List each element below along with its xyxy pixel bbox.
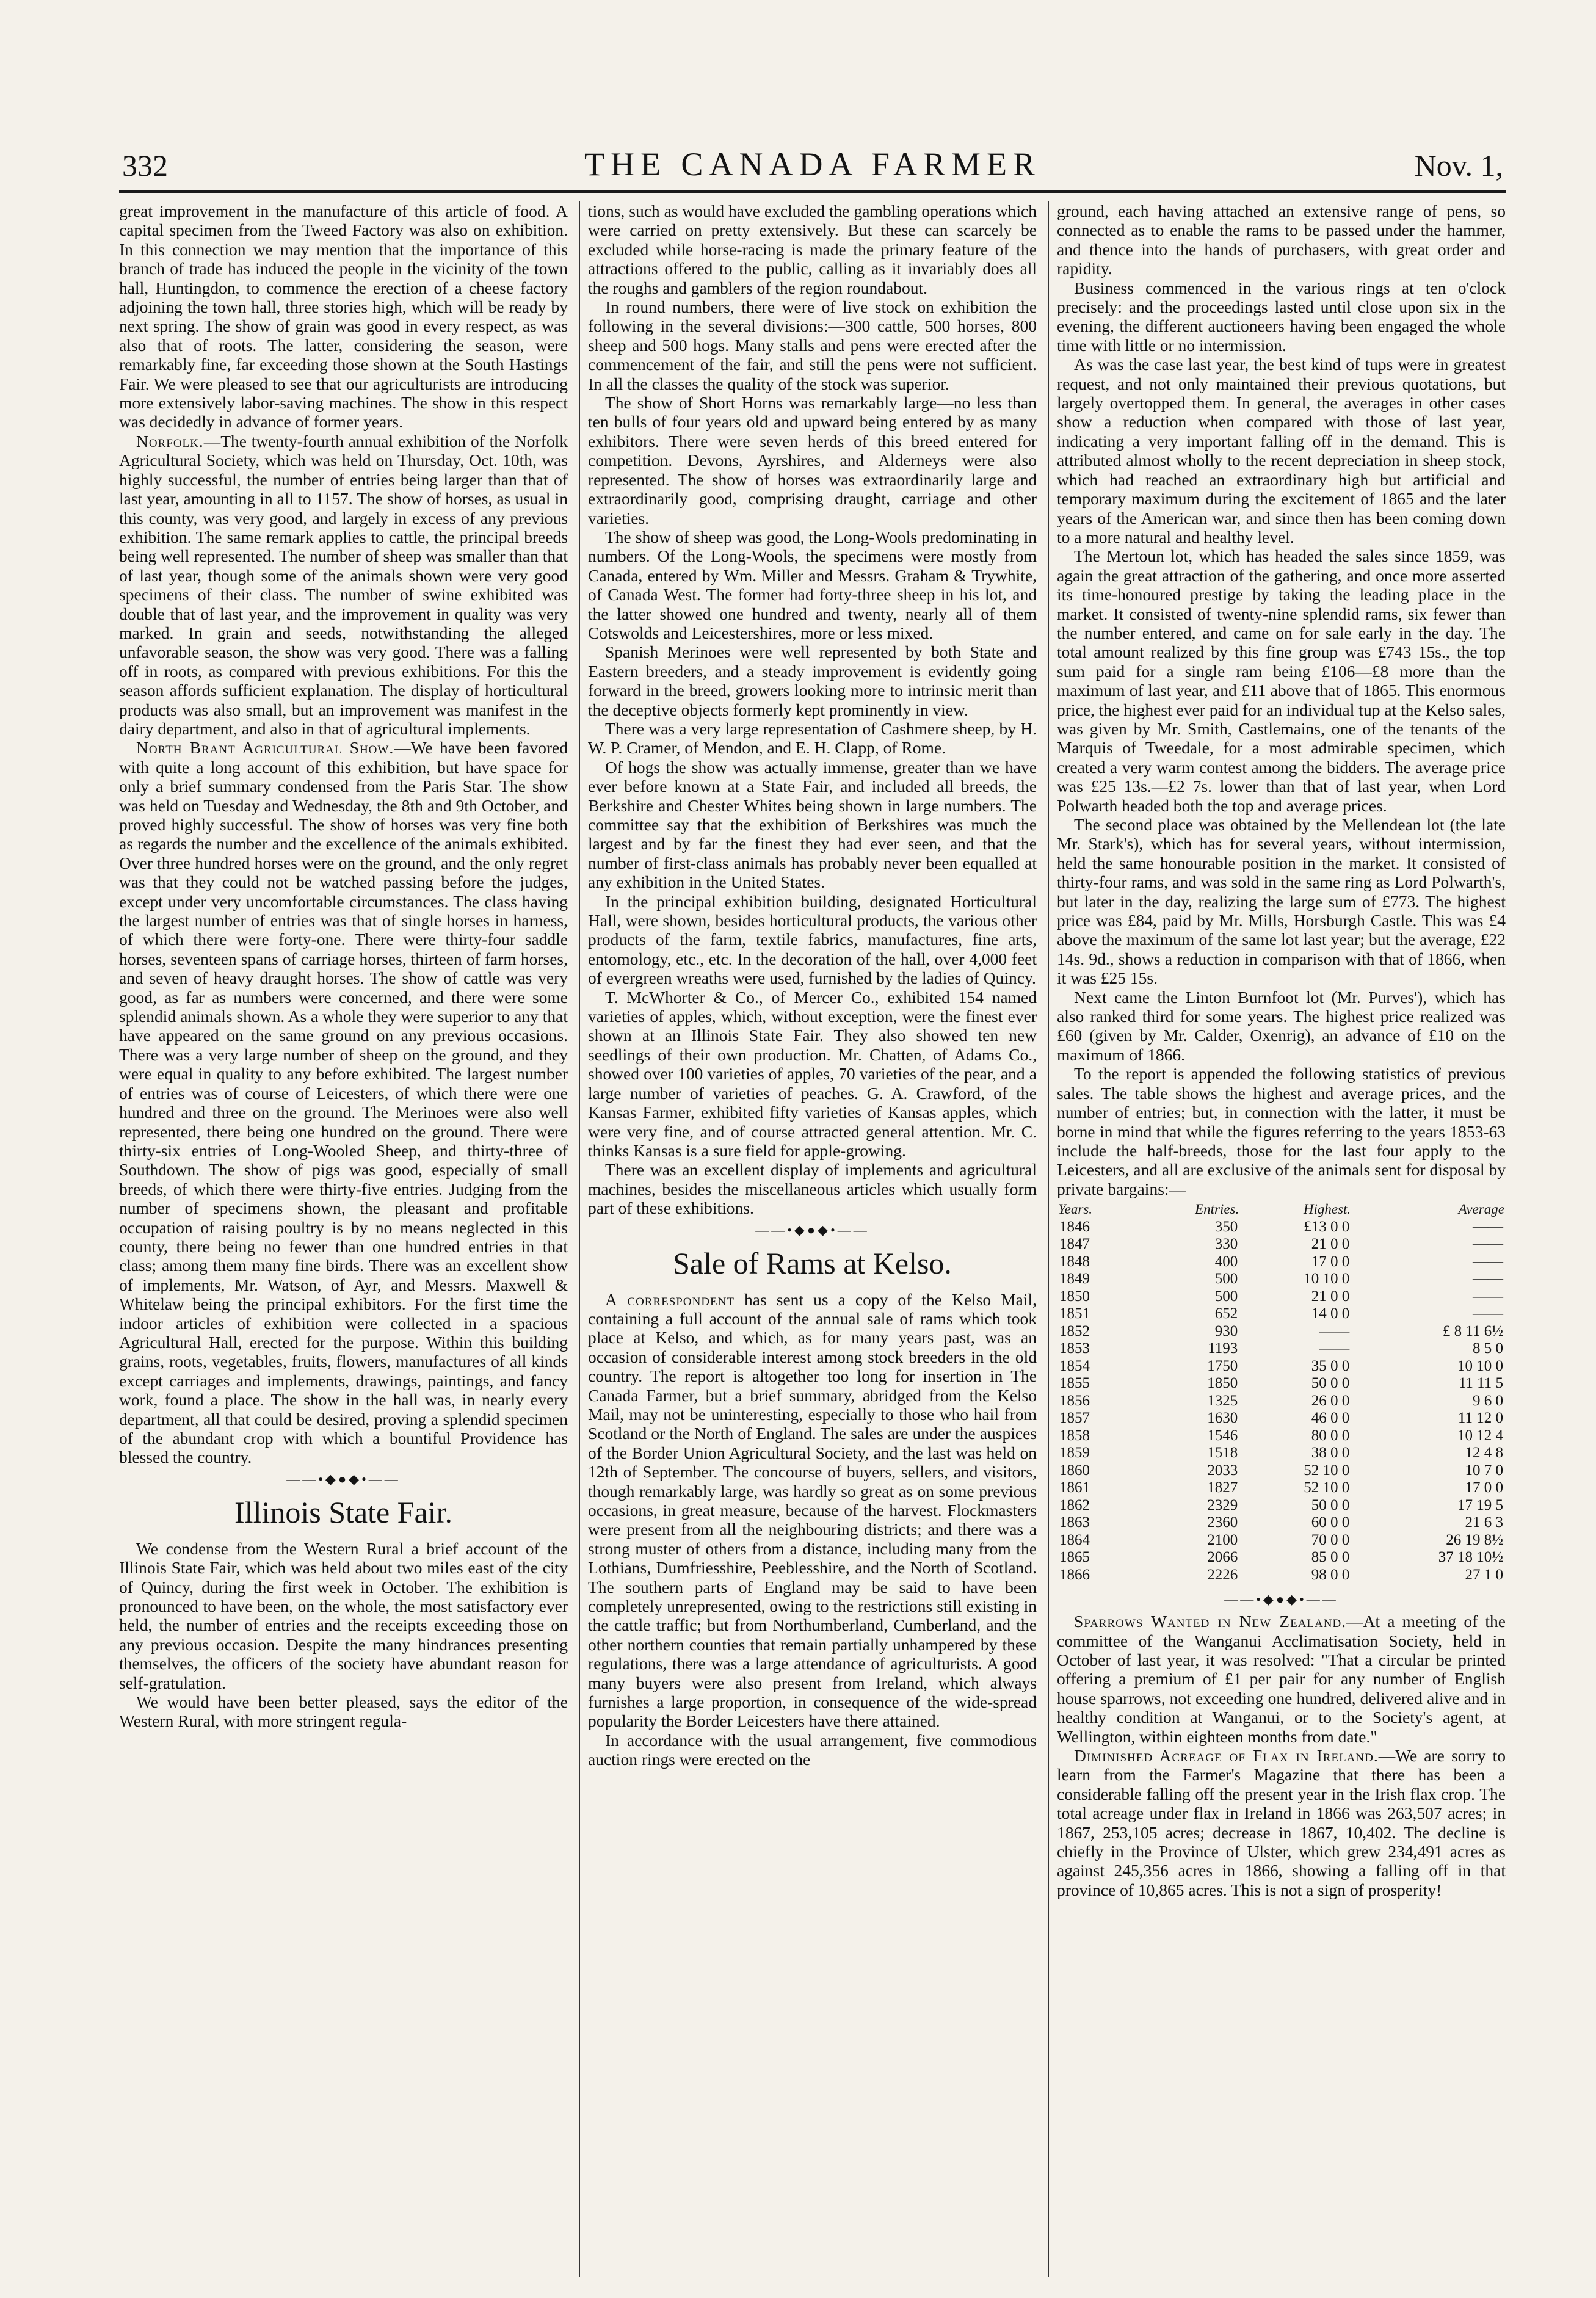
table-row (1057, 1514, 1506, 1532)
paragraph: In accordance with the usual arrangement, five commodious auction rings were erected on the (588, 1730, 1037, 1769)
paragraph: There was a very large representation of Cashmere sheep, by H. W. P. Cramer, of Mendon, and E. H. Clapp, of Rome. (588, 719, 1037, 758)
table-cell: 10 12 4 (1457, 1427, 1503, 1444)
table-cell: 21 0 0 (1311, 1288, 1350, 1305)
table-cell: 2360 (1207, 1514, 1238, 1531)
table-cell: 500 (1214, 1288, 1238, 1305)
table-cell: 1846 (1059, 1218, 1090, 1235)
table-row (1057, 1497, 1506, 1515)
table-body (1057, 1219, 1506, 1584)
ram-sales-table (1057, 1201, 1506, 1584)
table-row (1057, 1393, 1506, 1410)
table-cell: 26 0 0 (1311, 1392, 1350, 1409)
table-cell: 2100 (1207, 1531, 1238, 1548)
table-cell: 14 0 0 (1311, 1305, 1350, 1322)
table-row (1057, 1462, 1506, 1480)
table-cell: 17 0 0 (1465, 1479, 1503, 1496)
table-row (1057, 1444, 1506, 1462)
table-row (1057, 1270, 1506, 1288)
table-cell: 60 0 0 (1311, 1514, 1350, 1531)
column-3 (1057, 201, 1506, 2283)
table-row (1057, 1549, 1506, 1567)
table-row (1057, 1288, 1506, 1306)
page-header (122, 142, 1503, 184)
table-cell: 1848 (1059, 1253, 1090, 1270)
paragraph: In the principal exhibition building, designated Horticultural Hall, were shown, besides horticultural products, the various other products of the farm, textile fabrics, manufactures, fine arts, entomology, etc., etc. In the decoration of the hall, over 4,000 feet of evergreen wreaths were used, furnished by the ladies of Quincy. (588, 891, 1037, 988)
table-cell: 1863 (1059, 1514, 1090, 1531)
table-cell: 1827 (1207, 1479, 1238, 1496)
paragraph: Of hogs the show was actually immense, greater than we have ever before known at a State Fair, and included all breeds, the Berkshire and Chester Whites being shown in large numbers. The committee say that the exhibition of Berkshires was much the largest and by far the finest they had ever seen, and that the number of first-class animals has probably never been equalled at any exhibition in the United States. (588, 757, 1037, 892)
column-header: Highest. (1303, 1202, 1351, 1217)
table-cell: —— (1473, 1305, 1503, 1322)
table-cell: 9 6 0 (1473, 1392, 1503, 1409)
paragraph: great improvement in the manufacture of this article of food. A capital specimen from the Tweed Factory was also on exhibition. In this connection we may mention that the importance of this branch of trade has induced the people in the vicinity of the town hall, Huntingdon, to commence the erection of a cheese factory adjoining the town hall, three stories high, which will be ready by next spring. The show of grain was good in every respect, as was also that of roots. The latter, considering the season, were remarkably fine, far exceeding those shown at the South Hastings Fair. We were pleased to see that our agriculturists are introducing more extensively labor-saving machines. The show in this respect was decidedly in advance of former years. (119, 201, 568, 432)
paragraph: Next came the Linton Burnfoot lot (Mr. Purves'), which has also ranked third for some years. The highest price realized was £60 (given by Mr. Calder, Oxenrig), an advance of £10 on the maximum of 1866. (1057, 987, 1506, 1064)
table-cell: 2066 (1207, 1549, 1238, 1566)
table-header-row (1057, 1201, 1506, 1219)
paragraph-body: —We are sorry to learn from the Farmer's Magazine that there has been a considerable falling off the present year in the Irish flax crop. The total acreage under flax in Ireland in 1866 was 263,507 acres; in 1867, 253,105 acres; decrease in 1867, 10,402. The decline is chiefly in the Province of Ulster, which grew 234,491 acres as against 245,356 acres in 1866, showing a falling off in that province of 10,865 acres. This is not a sign of prosperity! (1057, 1745, 1506, 1899)
table-cell: 52 10 0 (1304, 1479, 1350, 1496)
paragraph: ground, each having attached an extensive range of pens, so connected as to enable the rams to be passed under the hammer, and thence into the hands of purchasers, with great order and rapidity. (1057, 201, 1506, 278)
table-cell: 1853 (1059, 1340, 1090, 1357)
column-1 (119, 201, 568, 2283)
masthead-title: THE CANADA FARMER (584, 146, 1042, 183)
table-cell: 52 10 0 (1304, 1462, 1350, 1479)
paragraph: Business commenced in the various rings at ten o'clock precisely: and the proceedings lasted until close upon six in the evening, the different auctioneers having been engaged the whole time with little or no intermission. (1057, 278, 1506, 355)
section-ornament: ——•◆●◆•—— (755, 1222, 869, 1238)
table-cell: 2033 (1207, 1462, 1238, 1479)
paragraph-body: —The twenty-fourth annual exhibition of the Norfolk Agricultural Society, which was held on Thursday, Oct. 10th, was highly successful, the number of entries being larger than that of last year, amounting in all to 1157. The show of horses, as usual in this county, was very good, and largely in excess of any previous exhibition. The same remark applies to cattle, the principal breeds being well represented. The number of sheep was smaller than that of last year, though some of the animals shown were very good specimens of their class. The number of swine exhibited was double that of last year, and the improvement in quality was very marked. In grain and seeds, notwithstanding the alleged unfavorable season, the show was very good. There was a falling off in roots, as compared with previous exhibitions. For this the season affords sufficient explanation. The display of horticultural products was also small, but an improvement was manifest in the dairy department, and also in that of agricultural implements. (119, 431, 568, 738)
table-cell: 70 0 0 (1311, 1531, 1350, 1548)
paragraph (588, 1290, 1037, 1731)
table-cell: 37 18 10½ (1438, 1549, 1503, 1566)
table-cell: 21 6 3 (1465, 1514, 1503, 1531)
paragraph-lead: Sparrows Wanted in New Zealand. (1074, 1612, 1347, 1631)
table-cell: 1858 (1059, 1427, 1090, 1444)
table-cell: 1865 (1059, 1549, 1090, 1566)
table-cell: 10 7 0 (1465, 1462, 1503, 1479)
table-cell: 50 0 0 (1311, 1496, 1350, 1513)
table-cell: 1850 (1207, 1375, 1238, 1392)
table-cell: 98 0 0 (1311, 1566, 1350, 1583)
table-row (1057, 1219, 1506, 1236)
table-cell: 1859 (1059, 1444, 1090, 1462)
paragraph: We condense from the Western Rural a brief account of the Illinois State Fair, which was held about two miles east of the city of Quincy, during the first week in October. The exhibition is pronounced to have been, on the whole, the most satisfactory ever held, the number of entries and the receipts exceeding those on any previous occasion. Despite the many hindrances presenting themselves, the officers of the society have abundant reason for self-gratulation. (119, 1539, 568, 1692)
table-cell: 1864 (1059, 1531, 1090, 1548)
paragraph (1057, 1612, 1506, 1746)
paragraph-lead: A correspondent (605, 1289, 735, 1309)
table-cell: —— (1473, 1270, 1503, 1288)
table-row (1057, 1323, 1506, 1341)
table-cell: 1856 (1059, 1392, 1090, 1409)
table-cell: £ 8 11 6½ (1442, 1322, 1503, 1339)
table-row (1057, 1305, 1506, 1323)
paragraph (119, 432, 568, 739)
table-cell: 80 0 0 (1311, 1427, 1350, 1444)
table-cell: 1850 (1059, 1288, 1090, 1305)
column-divider (1048, 201, 1049, 2277)
table-cell: —— (1319, 1322, 1350, 1339)
table-cell: —— (1473, 1253, 1503, 1270)
table-cell: 2226 (1207, 1566, 1238, 1583)
paragraph-body: —We have been favored with quite a long account of this exhibition, but have space for only a brief summary condensed from the Paris Star. The show was held on Tuesday and Wednesday, the 8th and 9th October, and proved highly successful. The show of horses was very fine both as regards the number and the excellence of the animals exhibited. Over three hundred horses were on the ground, and the only regret was that they could not be watched passing before the judges, except under very uncomfortable circumstances. The class having the largest number of entries was that of single horses in harness, of which there were forty-one. There were thirty-four saddle horses, seventeen spans of carriage horses, thirteen of farm horses, and seven of heavy draught horses. The show of cattle was very good, as far as numbers were concerned, and there were some splendid animals shown. As a whole they were superior to any that have appeared on the same ground on any previous occasions. There was a very large number of sheep on the ground, and they were equal in quality to any before exhibited. The largest number of entries was of course of Leicesters, of which there were one hundred and three on the ground. The Merinoes were also well represented, there being one hundred on the ground. There were thirty-six entries of Long-Wooled Sheep, and thirty-three of Southdown. The show of pigs was good, especially of small breeds, of which there were thirty-five entries. Judging from the number of specimens shown, the pleasant and profitable occupation of raising poultry is by no means neglected in this county, there being no fewer than one hundred entries in that class; among them many fine birds. There was an excellent show of implements, Mr. Watson, of Ayr, and Messrs. Maxwell & Whitelaw being the principal exhibitors. For the first time the indoor articles of exhibition were collected in a spacious Agricultural Hall, erected for the purpose. Within this building grains, roots, vegetables, fruits, flowers, manufactures of all kinds except carriages and implements, drawings, paintings, and fancy work, found a place. The show in the hall was, in nearly every department, all that could be desired, proving a splendid specimen of the abundant crop with which a bountiful Providence has blessed the country. (119, 738, 568, 1467)
paragraph-lead: North Brant Agricultural Show. (136, 738, 394, 758)
table-cell: 1861 (1059, 1479, 1090, 1496)
header-rule (119, 190, 1506, 193)
paragraph-lead: Diminished Acreage of Flax in Ireland. (1074, 1745, 1379, 1765)
table-cell: 10 10 0 (1457, 1357, 1503, 1374)
table-cell: 1857 (1059, 1410, 1090, 1427)
section-heading: Sale of Rams at Kelso. (673, 1245, 952, 1280)
table-row (1057, 1253, 1506, 1271)
paragraph: We would have been better pleased, says the editor of the Western Rural, with more stringent regula- (119, 1692, 568, 1731)
table-cell: 11 11 5 (1458, 1375, 1503, 1392)
table-cell: 1325 (1207, 1392, 1238, 1409)
table-cell: 1630 (1207, 1410, 1238, 1427)
table-cell: 38 0 0 (1311, 1444, 1350, 1462)
table-cell: 1851 (1059, 1305, 1090, 1322)
table-row (1057, 1410, 1506, 1427)
column-header: Average (1458, 1202, 1504, 1217)
table-cell: 400 (1214, 1253, 1238, 1270)
table-cell: 930 (1214, 1322, 1238, 1339)
table-row (1057, 1567, 1506, 1584)
paragraph: In round numbers, there were of live stock on exhibition the following in the several divisions:—300 cattle, 500 horses, 800 sheep and 500 hogs. Many stalls and pens were erected after the commencement of the fair, and still the pens were not sufficient. In all the classes the quality of the stock was superior. (588, 297, 1037, 393)
table-cell: 17 19 5 (1457, 1496, 1503, 1513)
section-ornament: ——•◆●◆•—— (286, 1471, 401, 1487)
paragraph: tions, such as would have excluded the gambling operations which were carried on pretty extensively. But these can scarcely be excluded while horse-racing is made the primary feature of the attractions offered to the public, calling as it invariably does all the roughs and gamblers of the region roundabout. (588, 201, 1037, 297)
table-cell: 1546 (1207, 1427, 1238, 1444)
table-cell: —— (1319, 1340, 1350, 1357)
table-row (1057, 1375, 1506, 1393)
table-cell: 1852 (1059, 1322, 1090, 1339)
table-cell: 46 0 0 (1311, 1410, 1350, 1427)
paragraph: The Mertoun lot, which has headed the sales since 1859, was again the great attraction of the gathering, and once more asserted its time-honoured prestige by taking the leading place in the market. It consisted of twenty-nine splendid rams, six fewer than the number entered, and came on for sale early in the day. The total amount realized by this fine group was £743 15s., the top sum paid for a single ram being £106—£8 more than the maximum of last year, and £11 above that of 1865. This enormous price, the highest ever paid for an individual tup at the Kelso sales, was given by Mr. Smith, Castlemains, one of the tenants of the Marquis of Tweedale, for a most admirable specimen, which created a very warm contest among the bidders. The average price was £25 13s.—£2 7s. lower than that of last year, when Lord Polwarth headed both the top and average prices. (1057, 546, 1506, 815)
table-row (1057, 1427, 1506, 1445)
table-cell: £13 0 0 (1304, 1218, 1350, 1235)
table-cell: —— (1473, 1218, 1503, 1235)
table-cell: 17 0 0 (1311, 1253, 1350, 1270)
table-cell: 1860 (1059, 1462, 1090, 1479)
table-cell: 85 0 0 (1311, 1549, 1350, 1566)
page-number: 332 (122, 148, 168, 183)
column-header: Entries. (1195, 1202, 1239, 1217)
table-row (1057, 1532, 1506, 1550)
table-cell: 1849 (1059, 1270, 1090, 1288)
table-row (1057, 1479, 1506, 1497)
paragraph-lead: Norfolk. (136, 431, 204, 451)
paragraph: As was the case last year, the best kind of tups were in greatest request, and not only maintained their previous quotations, but largely overtopped them. In general, the averages in other cases show a reduction when compared with those of last year, indicating a very important falling off in the demand. This is attributed almost wholly to the recent depreciation in sheep stock, which had reached an extraordinary high but artificial and temporary maximum during the excitement of 1865 and the later years of the American war, and since then has been coming down to a more natural and healthy level. (1057, 355, 1506, 546)
paragraph (119, 738, 568, 1466)
column-header: Years. (1058, 1202, 1093, 1217)
table-cell: 500 (1214, 1270, 1238, 1288)
table-cell: 1855 (1059, 1375, 1090, 1392)
table-cell: 1750 (1207, 1357, 1238, 1374)
table-cell: 12 4 8 (1465, 1444, 1503, 1462)
table-cell: 8 5 0 (1473, 1340, 1503, 1357)
table-cell: 11 12 0 (1457, 1410, 1503, 1427)
table-cell: 21 0 0 (1311, 1236, 1350, 1253)
paragraph-body: has sent us a copy of the Kelso Mail, containing a full account of the annual sale of rams which took place at Kelso, and which, as for many years past, was an occasion of considerable interest among stock breeders in the old country. The report is altogether too long for insertion in The Canada Farmer, but a brief summary, abridged from the Kelso Mail, may not be uninteresting, especially to those who hail from Scotland or the North of England. The sales are under the auspices of the Border Union Agricultural Society, and the last was held on 12th of September. The concourse of buyers, sellers, and visitors, though remarkably large, was hardly so great as on some previous occasions, in great measure, because of the harvest. Flockmasters were present from all the neighbouring districts; and there was a strong muster of others from a distance, including many from the Lothians, Dumfriesshire, Peeblesshire, and the North of Scotland. The southern parts of England may be said to have been completely unrepresented, owing to the restrictions still existing in the cattle traffic; but from Northumberland, Cumberland, and the other northern counties that remain partially unhampered by these regulations, there was a large attendance of agriculturists. A good many buyers were also present from Ireland, which always furnishes a large proportion, in consequence of the wide-spread popularity the Border Leicesters have there attained. (588, 1289, 1037, 1731)
table-cell: 652 (1214, 1305, 1238, 1322)
paragraph: To the report is appended the following statistics of previous sales. The table shows the highest and average prices, and the number of entries; but, in connection with the latter, it must be borne in mind that while the figures referring to the years 1853-63 include the half-breeds, those for the last four apply to the Leicesters, and all are exclusive of the animals sent for disposal by private bargains:— (1057, 1064, 1506, 1198)
paragraph-body: —At a meeting of the committee of the Wanganui Acclimatisation Society, held in October of last year, it was resolved: "That a circular be printed offering a premium of £1 per pair for any number of English house sparrows, not exceeding one hundred, delivered alive and in healthy condition at Wanganui, or to the Society's agent, at Wellington, within eighteen months from date." (1057, 1612, 1506, 1746)
table-cell: 350 (1214, 1218, 1238, 1235)
table-cell: 2329 (1207, 1496, 1238, 1513)
table-row (1057, 1358, 1506, 1376)
paragraph: Spanish Merinoes were well represented by both State and Eastern breeders, and a steady improvement is evidently going forward in the breed, growers looking more to intrinsic merit than the deceptive objects formerly kept prominently in view. (588, 642, 1037, 719)
table-cell: 1518 (1207, 1444, 1238, 1462)
section-ornament: ——•◆●◆•—— (1224, 1592, 1338, 1608)
paragraph: There was an excellent display of implements and agricultural machines, besides the miscellaneous articles which usually form part of these exhibitions. (588, 1160, 1037, 1218)
table-cell: 1866 (1059, 1566, 1090, 1583)
table-cell: 27 1 0 (1465, 1566, 1503, 1583)
issue-date: Nov. 1, (1414, 148, 1503, 183)
table-cell: 26 19 8½ (1446, 1531, 1503, 1548)
table-cell: 330 (1214, 1236, 1238, 1253)
paragraph: The second place was obtained by the Mellendean lot (the late Mr. Stark's), which has for several years, without intermission, held the same honourable position in the market. It consisted of thirty-four rams, and was sold in the same ring as Lord Polwarth's, but later in the day, realizing the large sum of £773. The highest price was £84, paid by Mr. Mills, Horsburgh Castle. This was £4 above the maximum of the same lot last year; but the average, £22 14s. 9d., shows a reduction in comparison with that of 1866, when it was £25 15s. (1057, 815, 1506, 988)
table-row (1057, 1236, 1506, 1253)
table-cell: 1193 (1208, 1340, 1238, 1357)
paragraph (1057, 1746, 1506, 1899)
table-cell: 1862 (1059, 1496, 1090, 1513)
table-cell: 1847 (1059, 1236, 1090, 1253)
table-cell: 10 10 0 (1304, 1270, 1350, 1288)
paragraph: The show of Short Horns was remarkably large—no less than ten bulls of four years old and upward being entered by as many exhibitors. There were seven herds of this breed entered for competition. Devons, Ayrshires, and Alderneys were also represented. The show of horses was extraordinarily large and extraordinarily good, comprising draught, carriage and other varieties. (588, 393, 1037, 527)
section-heading: Illinois State Fair. (234, 1495, 452, 1529)
column-divider (579, 201, 580, 2277)
paragraph: The show of sheep was good, the Long-Wools predominating in numbers. Of the Long-Wools, the specimens were mostly from Canada, entered by Wm. Miller and Messrs. Graham & Trywhite, of Canada West. The former had forty-three sheep in his lot, and the latter showed one hundred and twenty, nearly all of them Cotswolds and Leicestershires, more or less mixed. (588, 527, 1037, 642)
table-row (1057, 1340, 1506, 1358)
table-cell: 50 0 0 (1311, 1375, 1350, 1392)
column-2 (588, 201, 1037, 2283)
paragraph: T. McWhorter & Co., of Mercer Co., exhibited 154 named varieties of apples, which, without exception, were the finest ever shown at an Illinois State Fair. They also showed ten new seedlings of their own production. Mr. Chatten, of Adams Co., showed over 100 varieties of apples, 70 varieties of the pear, and a large number of varieties of peaches. G. A. Crawford, of the Kansas Farmer, exhibited fifty varieties of Kansas apples, which were very fine, and of course attracted general attention. Mr. C. thinks Kansas is a sure field for apple-growing. (588, 987, 1037, 1160)
table-cell: 1854 (1059, 1357, 1090, 1374)
table-cell: 35 0 0 (1311, 1357, 1350, 1374)
table-cell: —— (1473, 1288, 1503, 1305)
table-cell: —— (1473, 1236, 1503, 1253)
